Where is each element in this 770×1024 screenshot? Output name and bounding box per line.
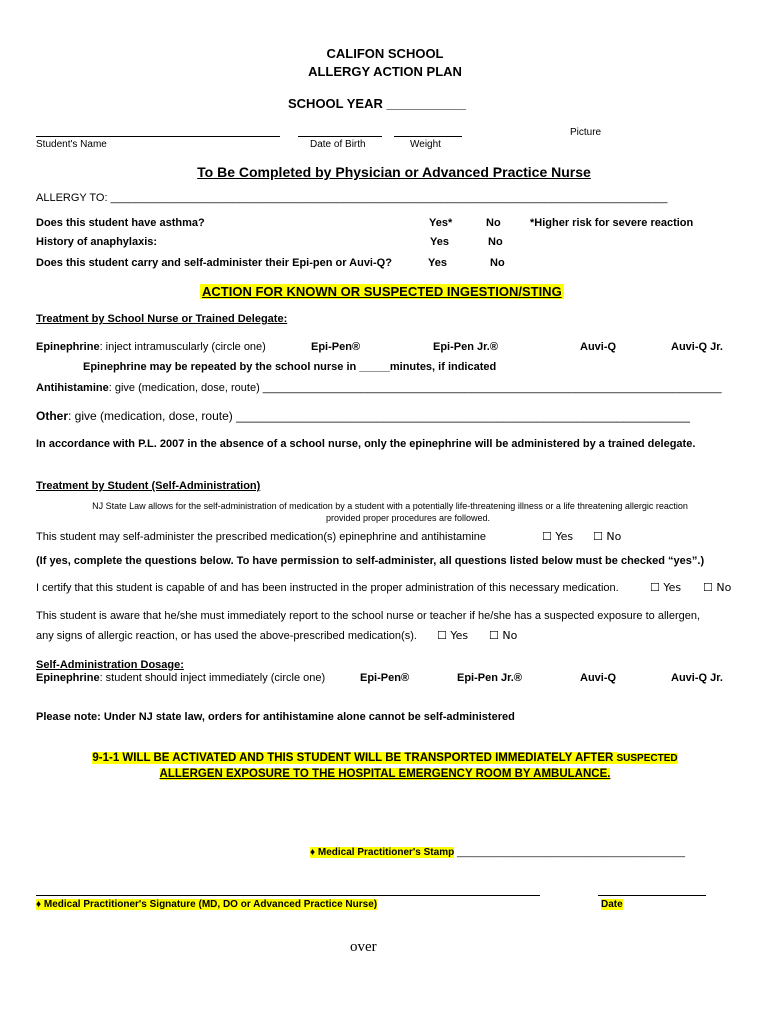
picture-label: Picture	[570, 127, 602, 138]
self-treatment-heading: Treatment by Student (Self-Administration)	[36, 480, 261, 492]
law-line-1: NJ State Law allows for the self-administration of medication by a student with a potentially life-threatening illness or a life threatening allergic reaction	[92, 501, 688, 511]
aware-line-2: any signs of allergic reaction, or has used the above-prescribed medication(s).	[36, 630, 417, 642]
date-line[interactable]	[598, 895, 706, 896]
nurse-treatment-heading: Treatment by School Nurse or Trained Delegate:	[36, 313, 288, 325]
self-carry-yes[interactable]: Yes	[428, 257, 447, 269]
dosage-epi-text: : student should inject immediately (circle one)	[99, 672, 326, 684]
physician-heading: To Be Completed by Physician or Advanced Practice Nurse	[197, 164, 591, 180]
question-self-carry: Does this student carry and self-administer their Epi-pen or Auvi-Q?	[36, 257, 392, 269]
allergy-line[interactable]: : ___________________________________________________________________________________________	[104, 192, 668, 204]
stamp-label: ♦ Medical Practitioner's Stamp	[310, 847, 455, 858]
plan-title: ALLERGY ACTION PLAN	[308, 64, 462, 79]
antihistamine-row[interactable]	[36, 382, 722, 394]
epi-repeat[interactable]: Epinephrine may be repeated by the school nurse in _____minutes, if indicated	[83, 361, 497, 373]
stamp-line[interactable]: _________________________________________	[454, 847, 686, 858]
dob-label: Date of Birth	[310, 139, 366, 150]
student-name-line[interactable]	[36, 136, 280, 137]
signature-line[interactable]	[36, 895, 540, 896]
aware-yes[interactable]: ☐ Yes	[437, 629, 469, 642]
certify-no[interactable]: ☐ No	[703, 581, 732, 594]
may-self-text: This student may self-administer the prescribed medication(s) epinephrine and antihistamine	[36, 531, 487, 543]
dosage-option-auviq[interactable]: Auvi-Q	[580, 672, 617, 684]
emergency-line-1	[0, 752, 770, 764]
weight-label: Weight	[410, 139, 441, 150]
may-self-no[interactable]: ☐ No	[593, 530, 622, 543]
other-row[interactable]	[36, 409, 690, 423]
nurse-option-auviq-jr[interactable]: Auvi-Q Jr.	[671, 341, 723, 353]
dob-line[interactable]	[298, 136, 382, 137]
nurse-option-epipen[interactable]: Epi-Pen®	[311, 341, 361, 353]
other-label: Other	[36, 409, 69, 423]
self-carry-no[interactable]: No	[490, 257, 505, 269]
other-text[interactable]: : give (medication, dose, route) ____________________________________________________________________	[68, 409, 690, 423]
dosage-option-epipen[interactable]: Epi-Pen®	[360, 672, 410, 684]
dosage-option-epipen-jr[interactable]: Epi-Pen Jr.®	[457, 672, 522, 684]
pl-note: In accordance with P.L. 2007 in the absence of a school nurse, only the epinephrine will be administered by a trained delegate.	[36, 438, 696, 450]
student-name-label: Student's Name	[36, 139, 107, 150]
antihistamine-text[interactable]: : give (medication, dose, route) ___________________________________________________________________________	[108, 382, 722, 394]
footer-over: over	[350, 939, 377, 955]
allergy-row[interactable]	[36, 192, 667, 204]
anaphylaxis-yes[interactable]: Yes	[430, 236, 449, 248]
question-anaphylaxis: History of anaphylaxis:	[36, 236, 158, 248]
law-line-2: provided proper procedures are followed.	[325, 513, 491, 523]
date-label: Date	[601, 899, 623, 910]
emergency-line-2-wrap	[0, 768, 770, 780]
dosage-option-auviq-jr[interactable]: Auvi-Q Jr.	[671, 672, 723, 684]
allergy-label: ALLERGY TO	[36, 192, 105, 204]
asthma-yes[interactable]: Yes*	[429, 217, 453, 229]
antihistamine-label: Antihistamine	[36, 382, 109, 394]
school-year: SCHOOL YEAR ___________	[288, 96, 467, 111]
emergency-line-2: ALLERGEN EXPOSURE TO THE HOSPITAL EMERGENCY ROOM BY AMBULANCE.	[159, 768, 611, 780]
may-self-yes[interactable]: ☐ Yes	[542, 530, 574, 543]
asthma-note: *Higher risk for severe reaction	[530, 217, 694, 229]
nurse-epi-text: : inject intramuscularly (circle one)	[99, 341, 266, 353]
aware-no[interactable]: ☐ No	[489, 629, 518, 642]
weight-line[interactable]	[394, 136, 462, 137]
nurse-epi-row	[36, 341, 266, 353]
nurse-option-auviq[interactable]: Auvi-Q	[580, 341, 617, 353]
question-asthma: Does this student have asthma?	[36, 217, 205, 229]
certify-text: I certify that this student is capable of and has been instructed in the proper administration of this necessary medication.	[36, 582, 619, 594]
certify-yes[interactable]: ☐ Yes	[650, 581, 682, 594]
nurse-epi-label: Epinephrine	[36, 341, 100, 353]
nurse-option-epipen-jr[interactable]: Epi-Pen Jr.®	[433, 341, 498, 353]
emergency-line-1a: 9-1-1 WILL BE ACTIVATED AND THIS STUDENT WILL BE TRANSPORTED IMMEDIATELY AFTER	[92, 752, 617, 764]
if-yes-note: (If yes, complete the questions below. To have permission to self-administer, all questions listed below must be checked “yes”.)	[36, 555, 705, 567]
dosage-epi-row	[36, 672, 325, 684]
action-heading: ACTION FOR KNOWN OR SUSPECTED INGESTION/STING	[202, 284, 562, 299]
emergency-line-1b: SUSPECTED	[616, 753, 678, 764]
dosage-epi-label: Epinephrine	[36, 672, 100, 684]
aware-line-1: This student is aware that he/she must immediately report to the school nurse or teacher if he/she has a suspected exposure to allergen,	[36, 610, 701, 622]
signature-label: ♦ Medical Practitioner's Signature (MD, DO or Advanced Practice Nurse)	[36, 899, 378, 910]
asthma-no[interactable]: No	[486, 217, 501, 229]
school-name: CALIFON SCHOOL	[326, 46, 444, 61]
dosage-heading: Self-Administration Dosage:	[36, 659, 184, 671]
anaphylaxis-no[interactable]: No	[488, 236, 503, 248]
stamp-row[interactable]	[310, 847, 685, 858]
please-note: Please note: Under NJ state law, orders for antihistamine alone cannot be self-administered	[36, 711, 515, 723]
